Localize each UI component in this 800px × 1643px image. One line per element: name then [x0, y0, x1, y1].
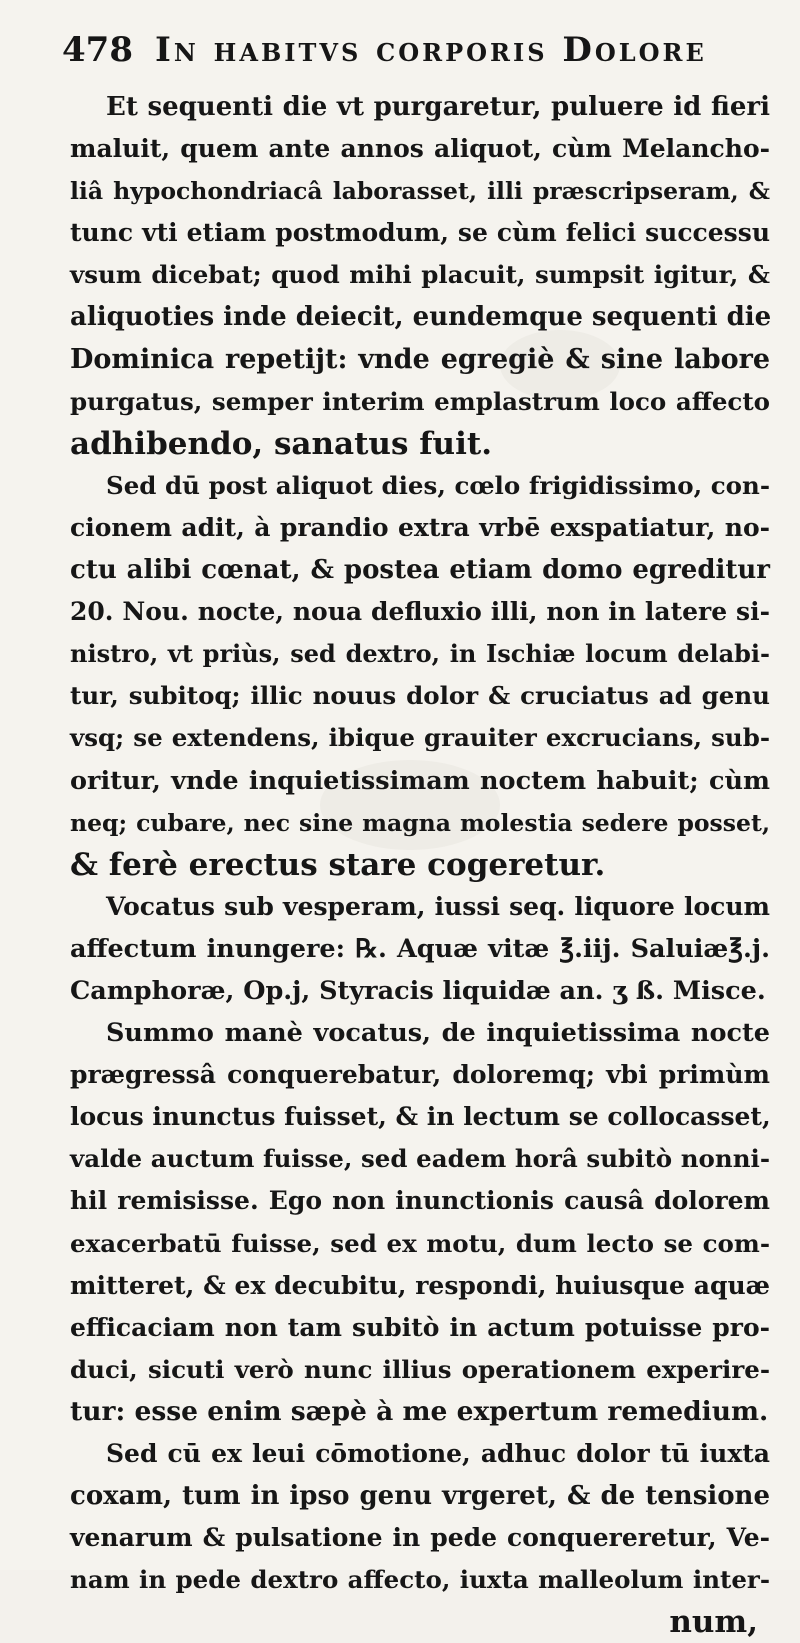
- body-text: [70, 86, 770, 1643]
- page-header: [62, 30, 762, 84]
- text-line: liâ hypochondriacâ laborasset, illi præscripseram, &: [70, 177, 770, 206]
- text-line: affectum inungere: ℞. Aquæ vitæ ℥.iij. Saluiæ℥.j.: [70, 933, 770, 964]
- text-line: Dominica repetijt: vnde egregiè & sine labore: [70, 343, 770, 375]
- text-line: prægressâ conquerebatur, doloremq; vbi primùm: [70, 1060, 770, 1090]
- text-line: mitteret, & ex decubitu, respondi, huiusque aquæ: [70, 1270, 770, 1300]
- text-line: purgatus, semper interim emplastrum loco affecto: [70, 386, 770, 416]
- text-line: efficaciam non tam subitò in actum potuisse pro-: [70, 1312, 770, 1342]
- text-line: vsq; se extendens, ibique grauiter excrucians, sub-: [70, 723, 770, 753]
- text-line: Camphoræ, Op.j, Styracis liquidæ an. ʒ ß. Misce.: [70, 975, 766, 1006]
- text-line: Sed dū post aliquot dies, cœlo frigidissimo, con-: [106, 470, 770, 500]
- text-line: & ferè erectus stare cogeretur.: [70, 846, 606, 883]
- text-line: Summo manè vocatus, de inquietissima nocte: [106, 1018, 770, 1049]
- text-line: ctu alibi cœnat, & postea etiam domo egreditur: [70, 555, 770, 586]
- text-line: tur: esse enim sæpè à me expertum remedium.: [70, 1395, 769, 1427]
- text-line: maluit, quem ante annos aliquot, cùm Melancho-: [70, 134, 770, 164]
- text-line: adhibendo, sanatus fuit.: [70, 425, 492, 462]
- text-line: oritur, vnde inquietissimam noctem habuit; cùm: [70, 765, 770, 796]
- running-head: In habitvs corporis Dolore: [154, 30, 707, 70]
- text-line: venarum & pulsatione in pede conquereretur, Ve-: [70, 1523, 770, 1553]
- text-line: valde auctum fuisse, sed eadem horâ subitò nonni-: [70, 1144, 770, 1174]
- text-line: locus inunctus fuisset, & in lectum se collocasset,: [70, 1102, 771, 1132]
- catchword: num,: [669, 1604, 758, 1641]
- text-line: exacerbatū fuisse, sed ex motu, dum lecto se com-: [70, 1228, 770, 1258]
- text-line: hil remisisse. Ego non inunctionis causâ dolorem: [70, 1186, 770, 1216]
- text-line: vsum dicebat; quod mihi placuit, sumpsit igitur, &: [70, 260, 770, 290]
- text-line: cionem adit, à prandio extra vrbē exspatiatur, no-: [70, 512, 770, 542]
- text-line: tur, subitoq; illic nouus dolor & cruciatus ad genu: [70, 681, 770, 711]
- text-line: Et sequenti die vt purgaretur, puluere id fieri: [106, 92, 770, 122]
- page-number: 478: [62, 30, 133, 70]
- text-line: Sed cū ex leui cōmotione, adhuc dolor tū iuxta: [106, 1439, 770, 1468]
- text-line: nistro, vt priùs, sed dextro, in Ischiæ locum delabi-: [70, 639, 770, 669]
- text-line: Vocatus sub vesperam, iussi seq. liquore locum: [106, 891, 770, 921]
- text-line: neq; cubare, nec sine magna molestia sedere posset,: [70, 808, 770, 837]
- text-line: nam in pede dextro affecto, iuxta malleolum inter-: [70, 1565, 770, 1595]
- text-line: duci, sicuti verò nunc illius operationem experire-: [70, 1354, 770, 1384]
- text-line: coxam, tum in ipso genu vrgeret, & de tensione: [70, 1481, 770, 1512]
- text-line: aliquoties inde deiecit, eundemque sequenti die: [70, 302, 772, 333]
- text-line: tunc vti etiam postmodum, se cùm felici successu: [70, 218, 770, 248]
- text-line: 20. Nou. nocte, noua defluxio illi, non in latere si-: [70, 597, 770, 627]
